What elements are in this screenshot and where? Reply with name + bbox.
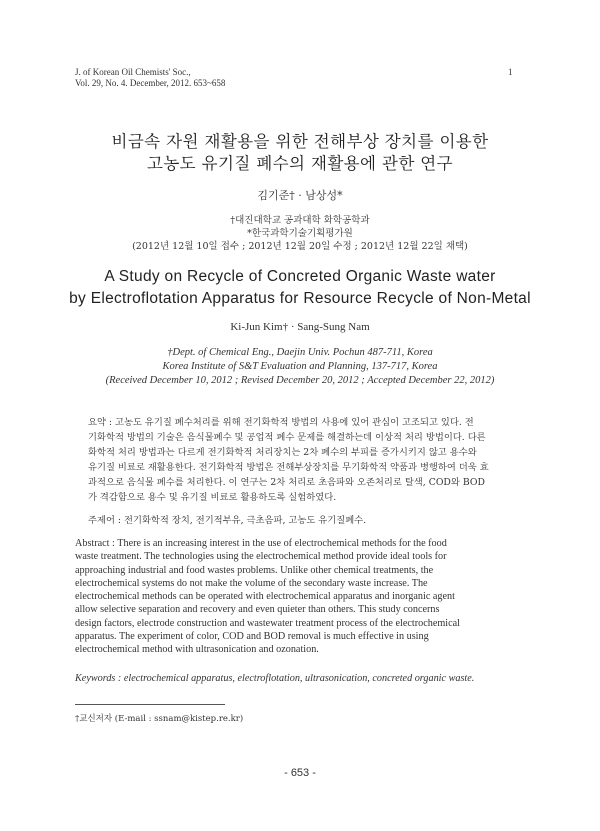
footnote-divider [75,704,225,705]
korean-title-line-2: 고농도 유기질 폐수의 재활용에 관한 연구 [147,154,453,173]
journal-header [75,67,225,89]
korean-keywords: 주제어 : 전기화학적 장치, 전기적부유, 극초음파, 고농도 유기질폐수. [88,515,367,526]
english-title-line-2: by Electroflotation Apparatus for Resource Recycle of Non-Metal [69,290,531,307]
english-abstract-line: Abstract : There is an increasing interest in the use of electrochemical methods for the food [75,538,447,549]
korean-affiliation-line-1: †대진대학교 공과대학 화학공학과 [230,215,370,226]
korean-abstract [88,415,520,505]
journal-volume: Vol. 29, No. 4. December, 2012. 653~658 [75,78,226,88]
english-abstract-line: apparatus. The experiment of color, COD and BOD removal is much effective in using [75,631,429,643]
korean-abstract-line: 화학적 처리 방법과는 다르게 전기화학적 처리장치는 2차 폐수의 부피를 증가시키지 않고 용수와 [88,447,477,458]
page-number: - 653 - [284,767,316,779]
korean-abstract-line: 과적으로 음식물 폐수를 처리한다. 이 연구는 2차 처리로 초음파와 오존처리로 탈색, COD와 BOD [88,477,485,488]
korean-title-line-1: 비금속 자원 재활용을 위한 전해부상 장치를 이용한 [111,132,489,151]
english-title [0,266,600,310]
english-abstract-line: design factors, electrode construction and wastewater treatment process of the electrochemical [75,617,460,629]
korean-abstract-line: 가 격감함으로 용수 및 유기질 비료로 활용하도록 실험하였다. [88,492,337,503]
korean-title [0,131,600,175]
english-abstract-line: electrochemical methods can be operated with electrochemical apparatus and inorganic agent [75,591,455,603]
korean-received-dates: (2012년 12월 10일 접수 ; 2012년 12월 20일 수정 ; 2012년 12월 22일 채택) [132,241,468,252]
korean-affiliation [0,214,600,253]
english-abstract-line: electrochemical method with ultrasonication and ozonation. [75,644,319,656]
english-abstract [75,537,523,657]
korean-authors: 김기준† · 남상성* [257,189,343,202]
english-abstract-line: electrochemical systems do not make the volume of the secondary waste increase. The [75,577,428,589]
english-affiliation-line-1: †Dept. of Chemical Eng., Daejin Univ. Pochun 487-711, Korea [167,347,433,358]
korean-abstract-line: 기화학적 방법의 기술은 음식물폐수 및 공업적 폐수 문제를 해결하는데 이상적 처리 방법이다. 다른 [88,432,486,443]
english-affiliation [0,346,600,388]
english-affiliation-line-2: Korea Institute of S&T Evaluation and Planning, 137-717, Korea [162,361,438,372]
english-authors: Ki-Jun Kim† · Sang-Sung Nam [230,321,370,333]
korean-abstract-line: 유기질 비료로 재활용한다. 전기화학적 방법은 전해부상장치를 무기화학적 약품과 병행하여 더욱 효 [88,462,489,473]
english-abstract-line: approaching industrial and food wastes problems. Unlike other chemical treatments, the [75,564,434,576]
english-abstract-line: allow selective separation and recovery and even quieter than others. This study concerns [75,604,440,616]
korean-affiliation-line-2: *한국과학기술기획평가원 [247,228,353,239]
english-received-dates: (Received December 10, 2012 ; Revised December 20, 2012 ; Accepted December 22, 2012) [105,375,495,386]
journal-name: J. of Korean Oil Chemists' Soc., [75,67,191,77]
english-keywords: Keywords : electrochemical apparatus, electroflotation, ultrasonication, concreted organic waste. [75,673,475,684]
english-title-line-1: A Study on Recycle of Concreted Organic Waste water [104,268,496,285]
english-abstract-line: waste treatment. The technologies using the electrochemical method provide ideal tools for [75,551,447,563]
korean-abstract-line: 요약 : 고농도 유기질 폐수처리를 위해 전기화학적 방법의 사용에 있어 관심이 고조되고 있다. 전 [88,417,474,428]
page-marker: 1 [508,67,513,77]
corresponding-author-footnote: †교신저자 (E-mail : ssnam@kistep.re.kr) [75,714,244,724]
